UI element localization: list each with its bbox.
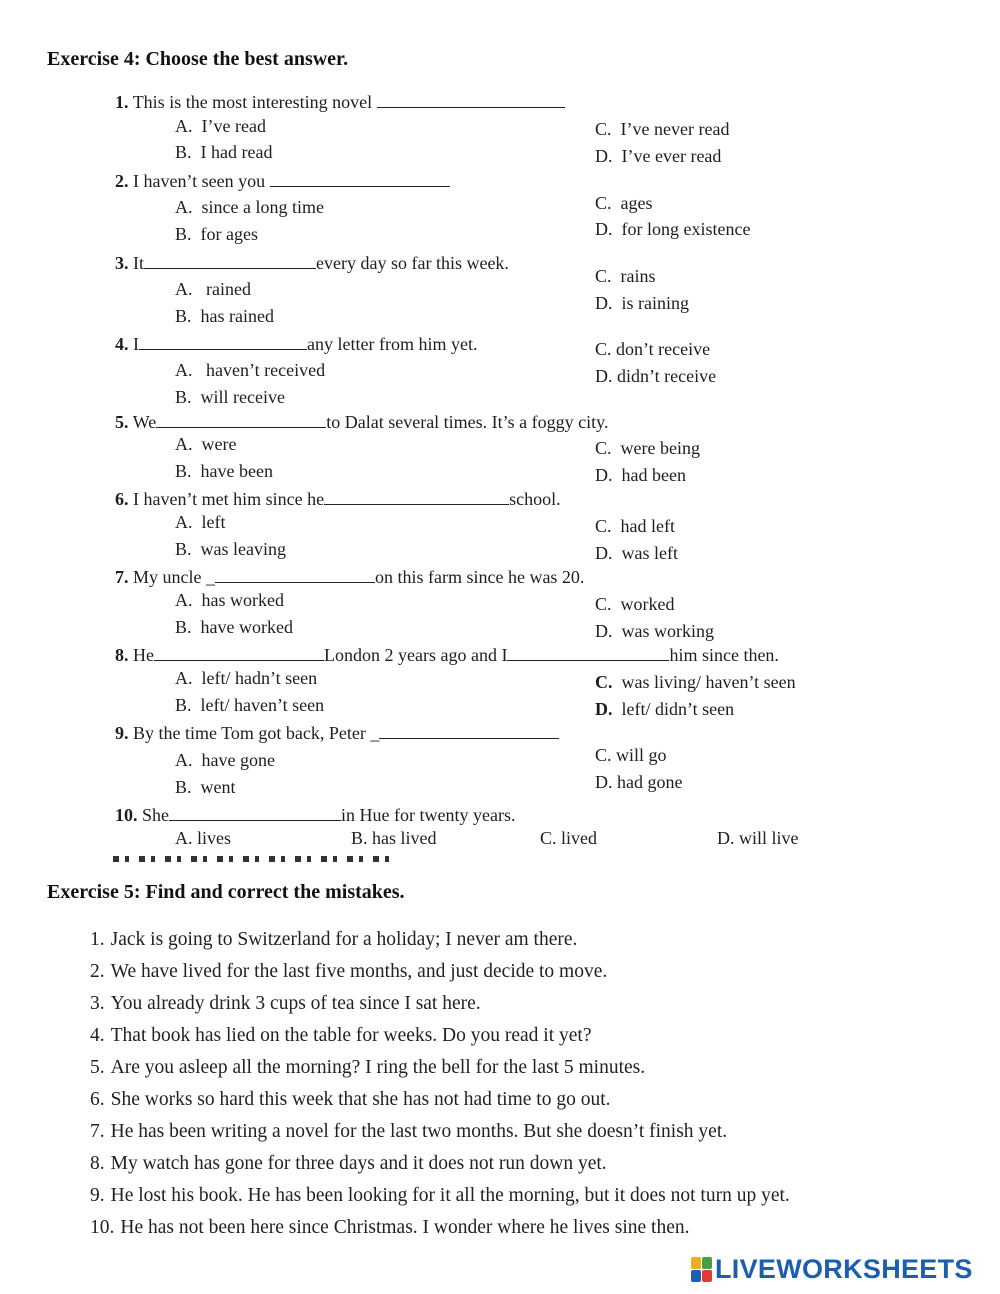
option[interactable]: C. had left: [595, 516, 675, 536]
sentence: 3. You already drink 3 cups of tea since I sat here.: [90, 993, 481, 1014]
option[interactable]: A. since a long time: [175, 197, 324, 217]
logo-icon: [691, 1257, 711, 1281]
sentence: 1. Jack is going to Switzerland for a holiday; I never am there.: [90, 929, 578, 950]
sentence: 2. We have lived for the last five months, and just decide to move.: [90, 961, 608, 982]
question-4: 4. I any letter from him yet.: [115, 334, 478, 354]
option[interactable]: C. will go: [595, 745, 667, 765]
answer-blank[interactable]: [144, 254, 316, 269]
option[interactable]: B. has lived: [351, 828, 437, 848]
option[interactable]: B. was leaving: [175, 539, 286, 559]
answer-blank[interactable]: [377, 93, 565, 108]
option[interactable]: D. had gone: [595, 772, 683, 792]
question-8: 8. He London 2 years ago and I him since then.: [115, 645, 779, 665]
option[interactable]: D. had been: [595, 465, 686, 485]
liveworksheets-logo[interactable]: [691, 1254, 973, 1284]
question-9: 9. By the time Tom got back, Peter _: [115, 723, 559, 744]
option[interactable]: A. has worked: [175, 590, 284, 610]
sentence: 4. That book has lied on the table for weeks. Do you read it yet?: [90, 1025, 592, 1046]
sentence: 10. He has not been here since Christmas. I wonder where he lives sine then.: [90, 1217, 690, 1238]
exercise-5-title: Exercise 5: Find and correct the mistakes.: [47, 881, 405, 903]
sentence: 7. He has been writing a novel for the last two months. But she doesn’t finish yet.: [90, 1121, 728, 1142]
option[interactable]: B. has rained: [175, 306, 274, 326]
option[interactable]: B. left/ haven’t seen: [175, 695, 325, 715]
option[interactable]: A. have gone: [175, 750, 275, 770]
answer-blank[interactable]: [379, 724, 559, 739]
option[interactable]: B. have been: [175, 461, 273, 481]
sentence: 5. Are you asleep all the morning? I ring the bell for the last 5 minutes.: [90, 1057, 646, 1078]
option[interactable]: D. is raining: [595, 293, 689, 313]
option[interactable]: D. for long existence: [595, 219, 751, 239]
sentence: 6. She works so hard this week that she has not had time to go out.: [90, 1089, 611, 1110]
answer-blank[interactable]: [156, 413, 326, 428]
answer-blank[interactable]: [169, 806, 341, 821]
sentence: 8. My watch has gone for three days and it does not run down yet.: [90, 1153, 607, 1174]
question-6: 6. I haven’t met him since he school.: [115, 489, 561, 509]
question-7: 7. My uncle _ on this farm since he was 20.: [115, 567, 585, 587]
answer-blank[interactable]: [324, 490, 509, 505]
option[interactable]: A. were: [175, 434, 237, 454]
question-3: 3. It every day so far this week.: [115, 253, 509, 273]
question-2: 2. I haven’t seen you: [115, 171, 450, 192]
logo-text: LIVEWORKSHEETS: [715, 1253, 973, 1284]
option[interactable]: A. rained: [175, 279, 251, 299]
option[interactable]: C. I’ve never read: [595, 119, 730, 139]
cut-off-text-line: [113, 856, 393, 862]
option[interactable]: C. don’t receive: [595, 339, 711, 359]
option[interactable]: D. will live: [717, 828, 799, 848]
option[interactable]: C. were being: [595, 438, 700, 458]
option[interactable]: D. left/ didn’t seen: [595, 699, 735, 719]
option[interactable]: C. rains: [595, 266, 656, 286]
option[interactable]: A. I’ve read: [175, 116, 266, 136]
question-10: 10. She in Hue for twenty years.: [115, 805, 516, 825]
question-1: 1. This is the most interesting novel: [115, 92, 565, 113]
answer-blank[interactable]: [507, 646, 669, 661]
exercise-4-title: Exercise 4: Choose the best answer.: [47, 48, 349, 70]
answer-blank[interactable]: [270, 172, 450, 187]
option[interactable]: D. was left: [595, 543, 678, 563]
option[interactable]: C. worked: [595, 594, 675, 614]
option[interactable]: B. will receive: [175, 387, 285, 407]
option[interactable]: B. for ages: [175, 224, 258, 244]
option[interactable]: C. lived: [540, 828, 598, 848]
option[interactable]: C. was living/ haven’t seen: [595, 672, 796, 692]
answer-blank[interactable]: [154, 646, 324, 661]
option[interactable]: A. haven’t received: [175, 360, 326, 380]
option[interactable]: D. was working: [595, 621, 714, 641]
answer-blank[interactable]: [215, 568, 375, 583]
option[interactable]: A. left/ hadn’t seen: [175, 668, 318, 688]
option[interactable]: B. went: [175, 777, 236, 797]
option[interactable]: A. lives: [175, 828, 231, 848]
option[interactable]: D. didn’t receive: [595, 366, 717, 386]
option[interactable]: B. have worked: [175, 617, 293, 637]
option[interactable]: A. left: [175, 512, 226, 532]
sentence: 9. He lost his book. He has been looking for it all the morning, but it does not turn up yet.: [90, 1185, 790, 1206]
option[interactable]: D. I’ve ever read: [595, 146, 722, 166]
answer-blank[interactable]: [139, 335, 307, 350]
question-5: 5. We to Dalat several times. It’s a foggy city.: [115, 412, 609, 432]
option[interactable]: C. ages: [595, 193, 653, 213]
option[interactable]: B. I had read: [175, 142, 273, 162]
